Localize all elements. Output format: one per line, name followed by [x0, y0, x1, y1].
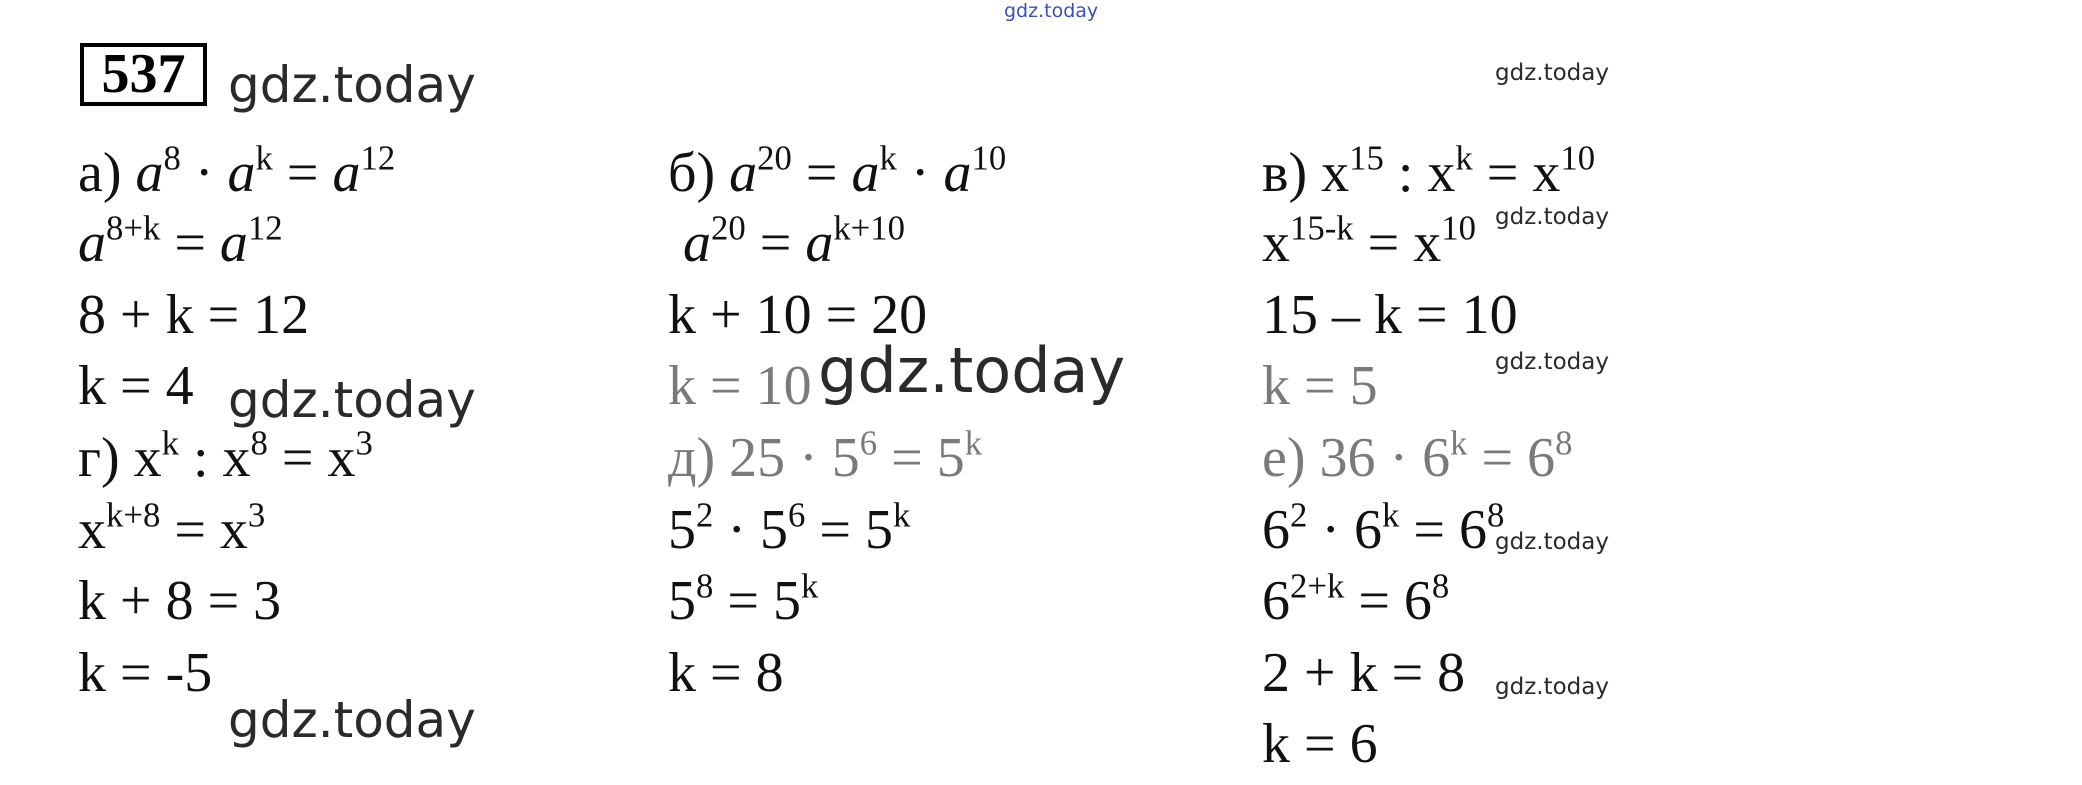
solution-g-label: г)	[78, 427, 134, 489]
solution-d-line-4: k = 8	[668, 642, 784, 704]
solution-g-line-4: k = -5	[78, 642, 213, 704]
solution-g-line-3: k + 8 = 3	[78, 570, 282, 632]
solution-g-line-2: $x^{k+8} = x^3$	[78, 495, 266, 561]
watermark-right-2: gdz.today	[1495, 204, 1609, 230]
watermark-right-4: gdz.today	[1495, 529, 1609, 555]
solution-b-label: б)	[668, 142, 730, 204]
solution-v-line-1: в) $x^{15}$ : $x^k = x^{10}$	[1262, 138, 1596, 204]
solution-v-line-4: k = 5	[1262, 355, 1378, 417]
watermark-right-5: gdz.today	[1495, 674, 1609, 700]
solution-d-line-3: $5^8 = 5^k$	[668, 566, 819, 632]
solution-v-line-2: $x^{15-k} = x^{10}$	[1262, 208, 1476, 274]
solution-b-line-3: k + 10 = 20	[668, 284, 928, 346]
watermark-left-mid: gdz.today	[228, 371, 476, 429]
solution-v-line-3: 15 – k = 10	[1262, 284, 1518, 346]
solution-d-label: д)	[668, 427, 730, 489]
watermark-center: gdz.today	[818, 334, 1126, 407]
solution-d-line-2: $5^2 \cdot 5^6 = 5^k$	[668, 495, 911, 561]
solution-a-line-2: $a^{8+k} = a^{12}$	[78, 208, 283, 274]
solution-e-line-1: е) $36 \cdot 6^k = 6^8$	[1262, 423, 1573, 489]
solution-e-line-5: k = 6	[1262, 713, 1378, 775]
task-number-badge: 537	[80, 43, 207, 106]
watermark-header: gdz.today	[228, 56, 476, 114]
solution-b-line-1: б) $a^{20} = a^k \cdot a^{10}$	[668, 138, 1007, 204]
solution-a-label: а)	[78, 142, 136, 204]
solution-a-line-3: 8 + k = 12	[78, 284, 310, 346]
solution-e-line-4: 2 + k = 8	[1262, 642, 1466, 704]
solution-d-line-1: д) $25 \cdot 5^6 = 5^k$	[668, 423, 983, 489]
watermark-right-1: gdz.today	[1495, 60, 1609, 86]
watermark-top: gdz.today	[1004, 0, 1099, 22]
solution-g-line-1: г) $x^k$ : $x^8 = x^3$	[78, 423, 373, 489]
solution-e-line-3: $6^{2+k} = 6^8$	[1262, 566, 1450, 632]
watermark-right-3: gdz.today	[1495, 349, 1609, 375]
solution-e-line-2: $6^2 \cdot 6^k = 6^8$	[1262, 495, 1505, 561]
solution-e-label: е)	[1262, 427, 1320, 489]
solution-b-line-4: k = 10	[668, 355, 812, 417]
solution-a-line-4: k = 4	[78, 355, 194, 417]
solution-b-line-2: $a^{20} = a^{k+10}$	[683, 208, 905, 274]
watermark-left-bottom: gdz.today	[228, 691, 476, 749]
solution-v-label: в)	[1262, 142, 1322, 204]
solution-a-line-1: а) $a^8 \cdot a^k = a^{12}$	[78, 138, 396, 204]
